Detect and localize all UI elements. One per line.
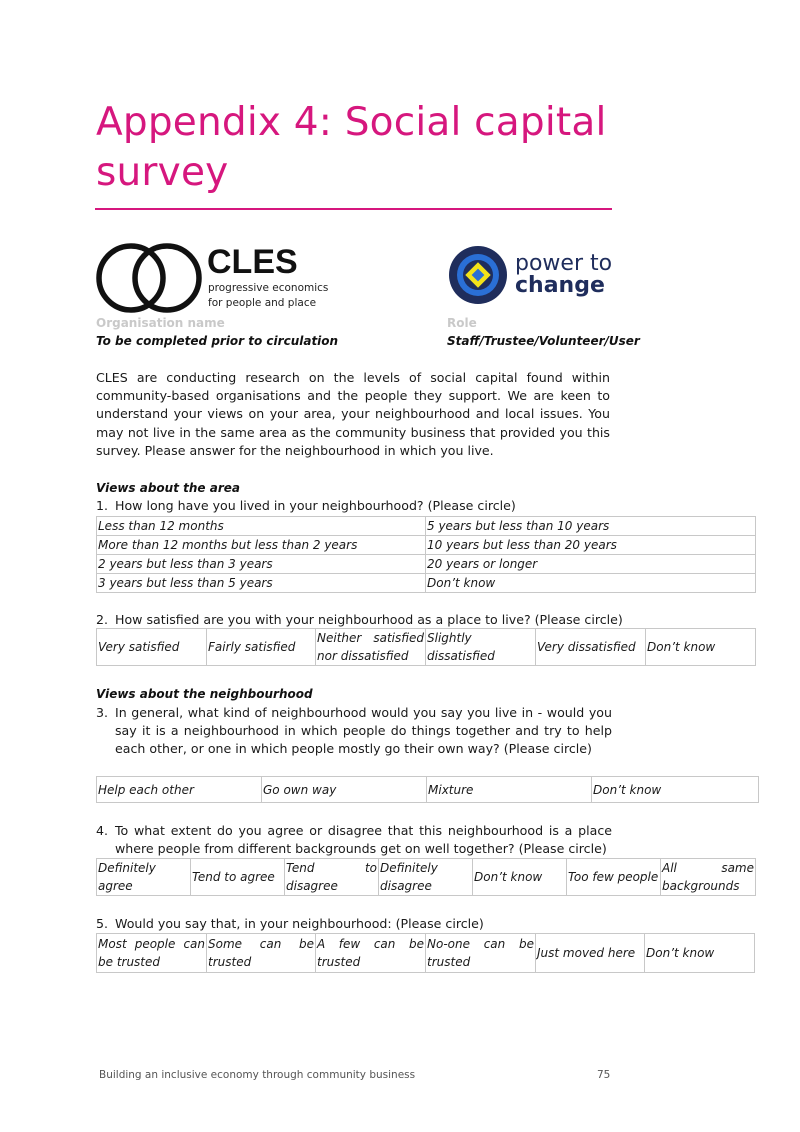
option-cell[interactable]: 20 years or longer [426, 555, 756, 574]
role-label: Role [447, 316, 477, 330]
page-title: Appendix 4: Social capital survey [96, 100, 607, 195]
option-cell[interactable]: Less than 12 months [97, 517, 426, 536]
power-to-change-badge-icon [448, 245, 508, 305]
question-1-text: How long have you lived in your neighbourhood? (Please circle) [115, 498, 516, 513]
option-cell[interactable]: Don’t know [645, 934, 755, 973]
question-2-number: 2. [96, 612, 109, 627]
role-value: Staff/Trustee/Volunteer/User [447, 334, 640, 348]
option-cell[interactable]: 5 years but less than 10 years [426, 517, 756, 536]
option-cell[interactable]: Go own way [262, 777, 427, 803]
option-cell[interactable]: Tend to disagree [285, 859, 379, 896]
option-cell[interactable]: Too few people [567, 859, 661, 896]
option-cell[interactable]: Very satisfied [97, 629, 207, 666]
question-5-text: Would you say that, in your neighbourhood: (Please circle) [115, 916, 484, 931]
option-cell[interactable]: Very dissatisfied [536, 629, 646, 666]
question-1 [96, 497, 612, 515]
question-3-text: In general, what kind of neighbourhood would you say you live in - would you say it is a neighbourhood in which people do things together and try to help each other, or one in which people mostly go their own way? (Please circle) [115, 705, 612, 757]
question-3 [96, 704, 612, 759]
section-heading-neighbourhood: Views about the neighbourhood [96, 687, 313, 701]
question-1-options [96, 516, 756, 593]
table-row [97, 555, 756, 574]
option-cell[interactable]: Definitely disagree [379, 859, 473, 896]
option-cell[interactable]: 2 years but less than 3 years [97, 555, 426, 574]
question-5 [96, 915, 612, 933]
question-3-options [96, 776, 759, 803]
option-cell[interactable]: Some can be trusted [207, 934, 316, 973]
table-row [97, 934, 755, 973]
question-3-number: 3. [96, 705, 109, 720]
option-cell[interactable]: Neither satisfied nor dissatisfied [316, 629, 426, 666]
option-cell[interactable]: Don’t know [646, 629, 756, 666]
table-row [97, 536, 756, 555]
intro-paragraph: CLES are conducting research on the levels of social capital found within community-based organisations and the people they support. We are keen to understand your views on your area, your neighbourhood and local issues. You may not live in the same area as the community business that provided you this survey. Please answer for the neighbourhood in which you live. [96, 370, 610, 458]
section-heading-area: Views about the area [96, 481, 240, 495]
option-cell[interactable]: Fairly satisfied [207, 629, 316, 666]
option-cell[interactable]: Help each other [97, 777, 262, 803]
option-cell[interactable]: Mixture [427, 777, 592, 803]
question-4-number: 4. [96, 823, 109, 838]
option-cell[interactable]: Don’t know [473, 859, 567, 896]
cles-logo [96, 242, 346, 314]
cles-wordmark: CLES [207, 243, 298, 281]
option-cell[interactable]: 10 years but less than 20 years [426, 536, 756, 555]
power-to-change-logo [448, 245, 638, 307]
question-2-text: How satisfied are you with your neighbourhood as a place to live? (Please circle) [115, 612, 623, 627]
table-row [97, 629, 756, 666]
option-cell[interactable]: Don’t know [592, 777, 759, 803]
question-2-options [96, 628, 756, 666]
title-divider [95, 208, 612, 210]
cles-tagline-1: progressive economics [208, 282, 329, 294]
option-cell[interactable]: Most people can be trusted [97, 934, 207, 973]
table-row [97, 574, 756, 593]
option-cell[interactable]: Definitely agree [97, 859, 191, 896]
page-number: 75 [597, 1069, 611, 1081]
option-cell[interactable]: A few can be trusted [316, 934, 426, 973]
question-4 [96, 822, 612, 858]
ptc-wordmark-line1: power to [515, 251, 613, 276]
organisation-name-label: Organisation name [96, 316, 225, 330]
organisation-name-value: To be completed prior to circulation [96, 334, 339, 348]
question-1-number: 1. [96, 498, 109, 513]
table-row [97, 859, 756, 896]
footer-text: Building an inclusive economy through community business [99, 1069, 416, 1081]
table-row [97, 777, 759, 803]
option-cell[interactable]: More than 12 months but less than 2 years [97, 536, 426, 555]
option-cell[interactable]: Just moved here [536, 934, 645, 973]
question-5-options [96, 933, 755, 973]
option-cell[interactable]: Tend to agree [191, 859, 285, 896]
option-cell[interactable]: Don’t know [426, 574, 756, 593]
question-5-number: 5. [96, 916, 109, 931]
cles-rings-icon [96, 242, 204, 314]
ptc-wordmark-line2: change [515, 273, 605, 298]
cles-tagline-2: for people and place [208, 297, 317, 309]
option-cell[interactable]: 3 years but less than 5 years [97, 574, 426, 593]
option-cell[interactable]: No-one can be trusted [426, 934, 536, 973]
question-4-options [96, 858, 756, 896]
question-4-text: To what extent do you agree or disagree that this neighbourhood is a place where people from different backgrounds get on well together? (Please circle) [115, 823, 612, 857]
question-2 [96, 611, 626, 629]
table-row [97, 517, 756, 536]
option-cell[interactable]: All same backgrounds [661, 859, 756, 896]
option-cell[interactable]: Slightly dissatisfied [426, 629, 536, 666]
